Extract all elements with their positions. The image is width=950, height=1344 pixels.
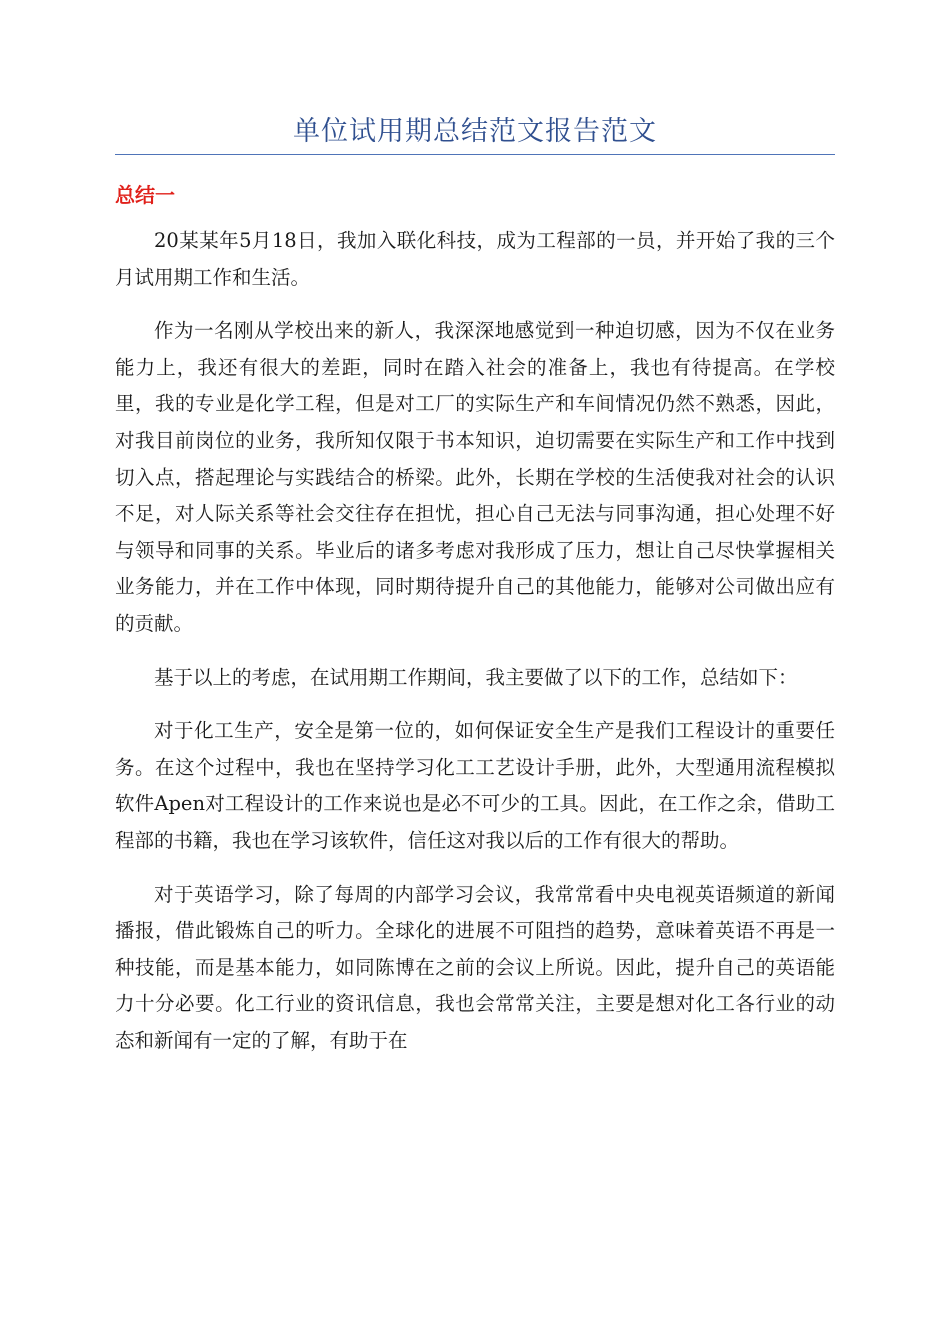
section-heading: 总结一: [115, 183, 175, 207]
document-title: 单位试用期总结范文报告范文: [293, 116, 657, 147]
document-body: [115, 223, 835, 1076]
paragraph-1: 20某某年5月18日，我加入联化科技，成为工程部的一员，并开始了我的三个月试用期工作和生活。: [115, 229, 835, 289]
paragraph-2: 作为一名刚从学校出来的新人，我深深地感觉到一种迫切感，因为不仅在业务能力上，我还有很大的差距，同时在踏入社会的准备上，我也有待提高。在学校里，我的专业是化学工程，但是对工厂的实际生产和车间情况仍然不熟悉，因此，对我目前岗位的业务，我所知仅限于书本知识，迫切需要在实际生产和工作中找到切入点，搭起理论与实践结合的桥梁。此外，长期在学校的生活使我对社会的认识不足，对人际关系等社会交往存在担忧，担心自己无法与同事沟通，担心处理不好与领导和同事的关系。毕业后的诸多考虑对我形成了压力，想让自己尽快掌握相关业务能力，并在工作中体现，同时期待提升自己的其他能力，能够对公司做出应有的贡献。: [115, 319, 835, 635]
title-underline: [115, 154, 835, 155]
paragraph-4: 对于化工生产，安全是第一位的，如何保证安全生产是我们工程设计的重要任务。在这个过程中，我也在坚持学习化工工艺设计手册，此外，大型通用流程模拟软件Apen对工程设计的工作来说也是必不可少的工具。因此，在工作之余，借助工程部的书籍，我也在学习该软件，信任这对我以后的工作有很大的帮助。: [115, 719, 835, 852]
paragraph-3: 基于以上的考虑，在试用期工作期间，我主要做了以下的工作，总结如下：: [154, 665, 798, 689]
paragraph-5: 对于英语学习，除了每周的内部学习会议，我常常看中央电视英语频道的新闻播报，借此锻炼自己的听力。全球化的进展不可阻挡的趋势，意味着英语不再是一种技能，而是基本能力，如同陈博在之前的会议上所说。因此，提升自己的英语能力十分必要。化工行业的资讯信息，我也会常常关注，主要是想对化工各行业的动态和新闻有一定的了解，有助于在: [115, 882, 835, 1052]
